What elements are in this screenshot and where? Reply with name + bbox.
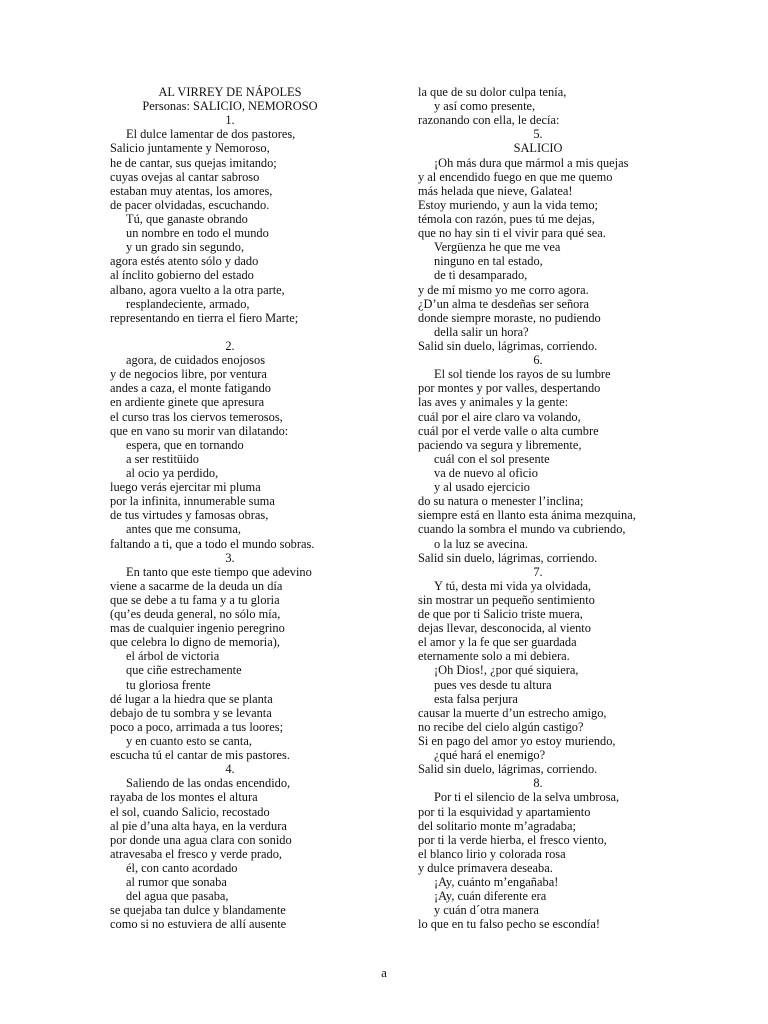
verse-line: a ser restitüido	[126, 451, 199, 466]
verse-line: y en cuanto esto se canta,	[126, 734, 252, 749]
verse-line: El dulce lamentar de dos pastores,	[126, 127, 296, 142]
verse-line: Y tú, desta mi vida ya olvidada,	[434, 578, 592, 593]
verse-line: mas de cualquier ingenio peregrino	[110, 621, 285, 636]
verse-line: Por ti el silencio de la selva umbrosa,	[434, 790, 620, 805]
verse-line: Estoy muriendo, y aun la vida temo;	[418, 197, 598, 212]
verse-line: al ínclito gobierno del estado	[110, 268, 254, 283]
verse-line: ¡Oh Dios!, ¿por qué siquiera,	[434, 663, 579, 678]
verse-line: y al encendido fuego en que me quemo	[418, 169, 613, 184]
stanza-heading: 2.	[225, 338, 235, 353]
verse-line: agora, de cuidados enojosos	[126, 353, 266, 368]
verse-line: témola con razón, pues tú me dejas,	[418, 211, 595, 226]
verse-line: he de cantar, sus quejas imitando;	[110, 155, 277, 170]
stanza-heading: 8.	[533, 776, 543, 791]
right-column	[418, 85, 658, 932]
verse-line: Tú, que ganaste obrando	[126, 211, 248, 226]
verse-line: Salicio juntamente y Nemoroso,	[110, 141, 270, 156]
verse-line: causar la muerte d’un estrecho amigo,	[418, 705, 607, 720]
verse-line: Salid sin duelo, lágrimas, corriendo.	[418, 338, 598, 353]
verse-line: agora estés atento sólo y dado	[110, 254, 259, 269]
verse-line: o la luz se avecina.	[434, 536, 528, 551]
verse-line: tu gloriosa frente	[126, 677, 211, 692]
verse-line: y así como presente,	[434, 99, 536, 114]
stanza-heading: AL VIRREY DE NÁPOLES	[158, 85, 302, 99]
verse-line: Si en pago del amor yo estoy muriendo,	[418, 734, 616, 749]
verse-line: siempre está en llanto esta ánima mezquina,	[418, 508, 636, 523]
verse-line: él, con canto acordado	[126, 861, 238, 876]
stanza-heading: 3.	[225, 550, 235, 565]
verse-line: cuál por el aire claro va volando,	[418, 409, 581, 424]
verse-line: el sol, cuando Salicio, recostado	[110, 804, 270, 819]
verse-line: ¿qué hará el enemigo?	[434, 748, 546, 763]
verse-line: paciendo va segura y libremente,	[418, 437, 582, 452]
verse-line: y de negocios libre, por ventura	[110, 367, 267, 382]
page-number: a	[381, 965, 387, 980]
verse-line: della salir un hora?	[434, 324, 529, 339]
stanza-heading: 1.	[225, 113, 235, 128]
verse-line: estaban muy atentas, los amores,	[110, 183, 273, 198]
verse-line: escucha tú el cantar de mis pastores.	[110, 748, 290, 763]
verse-line: por ti la verde hierba, el fresco viento,	[418, 832, 607, 847]
verse-line: ¡Ay, cuánto m’engañaba!	[434, 875, 559, 890]
stanza-heading: 7.	[533, 564, 543, 579]
stanza-heading: 5.	[533, 127, 543, 142]
verse-line: el árbol de victoria	[126, 649, 220, 664]
verse-line: albano, agora vuelto a la otra parte,	[110, 282, 285, 297]
verse-line: En tanto que este tiempo que adevino	[126, 564, 312, 579]
verse-line: la que de su dolor culpa tenía,	[418, 85, 567, 99]
verse-line: Vergüenza he que me vea	[434, 240, 561, 255]
verse-line: cuando la sombra el mundo va cubriendo,	[418, 522, 626, 537]
verse-line: por la infinita, innumerable suma	[110, 494, 275, 509]
verse-line: se quejaba tan dulce y blandamente	[110, 903, 286, 918]
verse-line: debajo de tu sombra y se levanta	[110, 705, 272, 720]
verse-line: que se debe a tu fama y a tu gloria	[110, 592, 280, 607]
verse-line: ¡Oh más dura que mármol a mis quejas	[434, 155, 629, 170]
verse-line: donde siempre moraste, no pudiendo	[418, 310, 601, 325]
verse-line: cuál por el verde valle o alta cumbre	[418, 423, 599, 438]
verse-line: que ciñe estrechamente	[126, 663, 242, 678]
verse-line: cuyas ovejas al cantar sabroso	[110, 169, 260, 184]
stanza-heading: 4.	[225, 762, 235, 777]
verse-line: representando en tierra el fiero Marte;	[110, 310, 299, 325]
verse-line: del solitario monte m’agradaba;	[418, 818, 576, 833]
verse-line: en ardiente ginete que apresura	[110, 395, 265, 410]
verse-line: las aves y animales y la gente:	[418, 395, 569, 410]
verse-line: do su natura o menester l’inclina;	[418, 494, 584, 509]
verse-line: (qu’es deuda general, no sólo mía,	[110, 607, 281, 622]
verse-line: faltando a ti, que a todo el mundo sobras.	[110, 536, 315, 551]
verse-line: andes a caza, el monte fatigando	[110, 381, 271, 396]
verse-line: ninguno en tal estado,	[434, 254, 543, 269]
verse-line: Saliendo de las ondas encendido,	[126, 776, 291, 791]
verse-line: poco a poco, arrimada a tus loores;	[110, 719, 284, 734]
verse-line: cuál con el sol presente	[434, 451, 550, 466]
verse-line: va de nuevo al oficio	[434, 465, 538, 480]
verse-line: y un grado sin segundo,	[126, 240, 245, 255]
verse-line: eternamente solo a mi debiera.	[418, 649, 570, 664]
verse-line: razonando con ella, le decía:	[418, 113, 560, 128]
verse-line: dejas llevar, desconocida, al viento	[418, 621, 591, 636]
verse-line: por montes y por valles, despertando	[418, 381, 601, 396]
verse-line: viene a sacarme de la deuda un día	[110, 578, 283, 593]
verse-line: no recibe del cielo algún castigo?	[418, 719, 584, 734]
verse-line: al rumor que sonaba	[126, 875, 227, 890]
verse-line: y al usado ejercicio	[434, 480, 530, 495]
verse-line: ¡Ay, cuán diferente era	[434, 889, 547, 904]
verse-line: del agua que pasaba,	[126, 889, 229, 904]
verse-line: como si no estuviera de allí ausente	[110, 917, 287, 932]
verse-line: ¿D’un alma te desdeñas ser señora	[418, 296, 589, 311]
verse-line: el amor y la fe que ser guardada	[418, 635, 577, 650]
verse-line: atravesaba el fresco y verde prado,	[110, 846, 282, 861]
verse-line: pues ves desde tu altura	[434, 677, 552, 692]
verse-line: y de mí mismo yo me corro agora.	[418, 282, 589, 297]
verse-line: y dulce primavera deseaba.	[418, 861, 553, 876]
verse-line: espera, que en tornando	[126, 437, 244, 452]
verse-line: y cuán d´otra manera	[434, 903, 539, 918]
verse-line: de ti desamparado,	[434, 268, 528, 283]
stanza-heading: SALICIO	[513, 141, 563, 156]
verse-line: el blanco lirio y colorada rosa	[418, 846, 566, 861]
verse-line: un nombre en todo el mundo	[126, 226, 269, 241]
blank-line	[110, 325, 350, 339]
verse-line: de pacer olvidadas, escuchando.	[110, 197, 270, 212]
verse-line: al ocio ya perdido,	[126, 465, 219, 480]
verse-line: que celebra lo digno de memoria),	[110, 635, 280, 650]
verse-line: por donde una agua clara con sonido	[110, 832, 292, 847]
verse-line: rayaba de los montes el altura	[110, 790, 258, 805]
verse-line: lo que en tu falso pecho se escondía!	[418, 917, 601, 932]
verse-line: más helada que nieve, Galatea!	[418, 183, 573, 198]
verse-line: esta falsa perjura	[434, 691, 518, 706]
stanza-heading: Personas: SALICIO, NEMOROSO	[142, 99, 318, 114]
verse-line: de que por ti Salicio triste muera,	[418, 607, 583, 622]
verse-line: Salid sin duelo, lágrimas, corriendo.	[418, 762, 598, 777]
verse-line: El sol tiende los rayos de su lumbre	[434, 367, 611, 382]
verse-line: resplandeciente, armado,	[126, 296, 250, 311]
verse-line: que en vano su morir van dilatando:	[110, 423, 289, 438]
left-column	[110, 85, 350, 932]
verse-line: al pie d’una alta haya, en la verdura	[110, 818, 287, 833]
verse-line: luego verás ejercitar mi pluma	[110, 480, 261, 495]
stanza-heading: 6.	[533, 353, 543, 368]
verse-line: que no hay sin ti el vivir para qué sea.	[418, 226, 606, 241]
verse-line: de tus virtudes y famosas obras,	[110, 508, 269, 523]
verse-line: el curso tras los ciervos temerosos,	[110, 409, 283, 424]
verse-line: por ti la esquividad y apartamiento	[418, 804, 591, 819]
verse-line: sin mostrar un pequeño sentimiento	[418, 592, 595, 607]
verse-line: Salid sin duelo, lágrimas, corriendo.	[418, 550, 598, 565]
verse-line: antes que me consuma,	[126, 522, 241, 537]
verse-line: dé lugar a la hiedra que se planta	[110, 691, 273, 706]
